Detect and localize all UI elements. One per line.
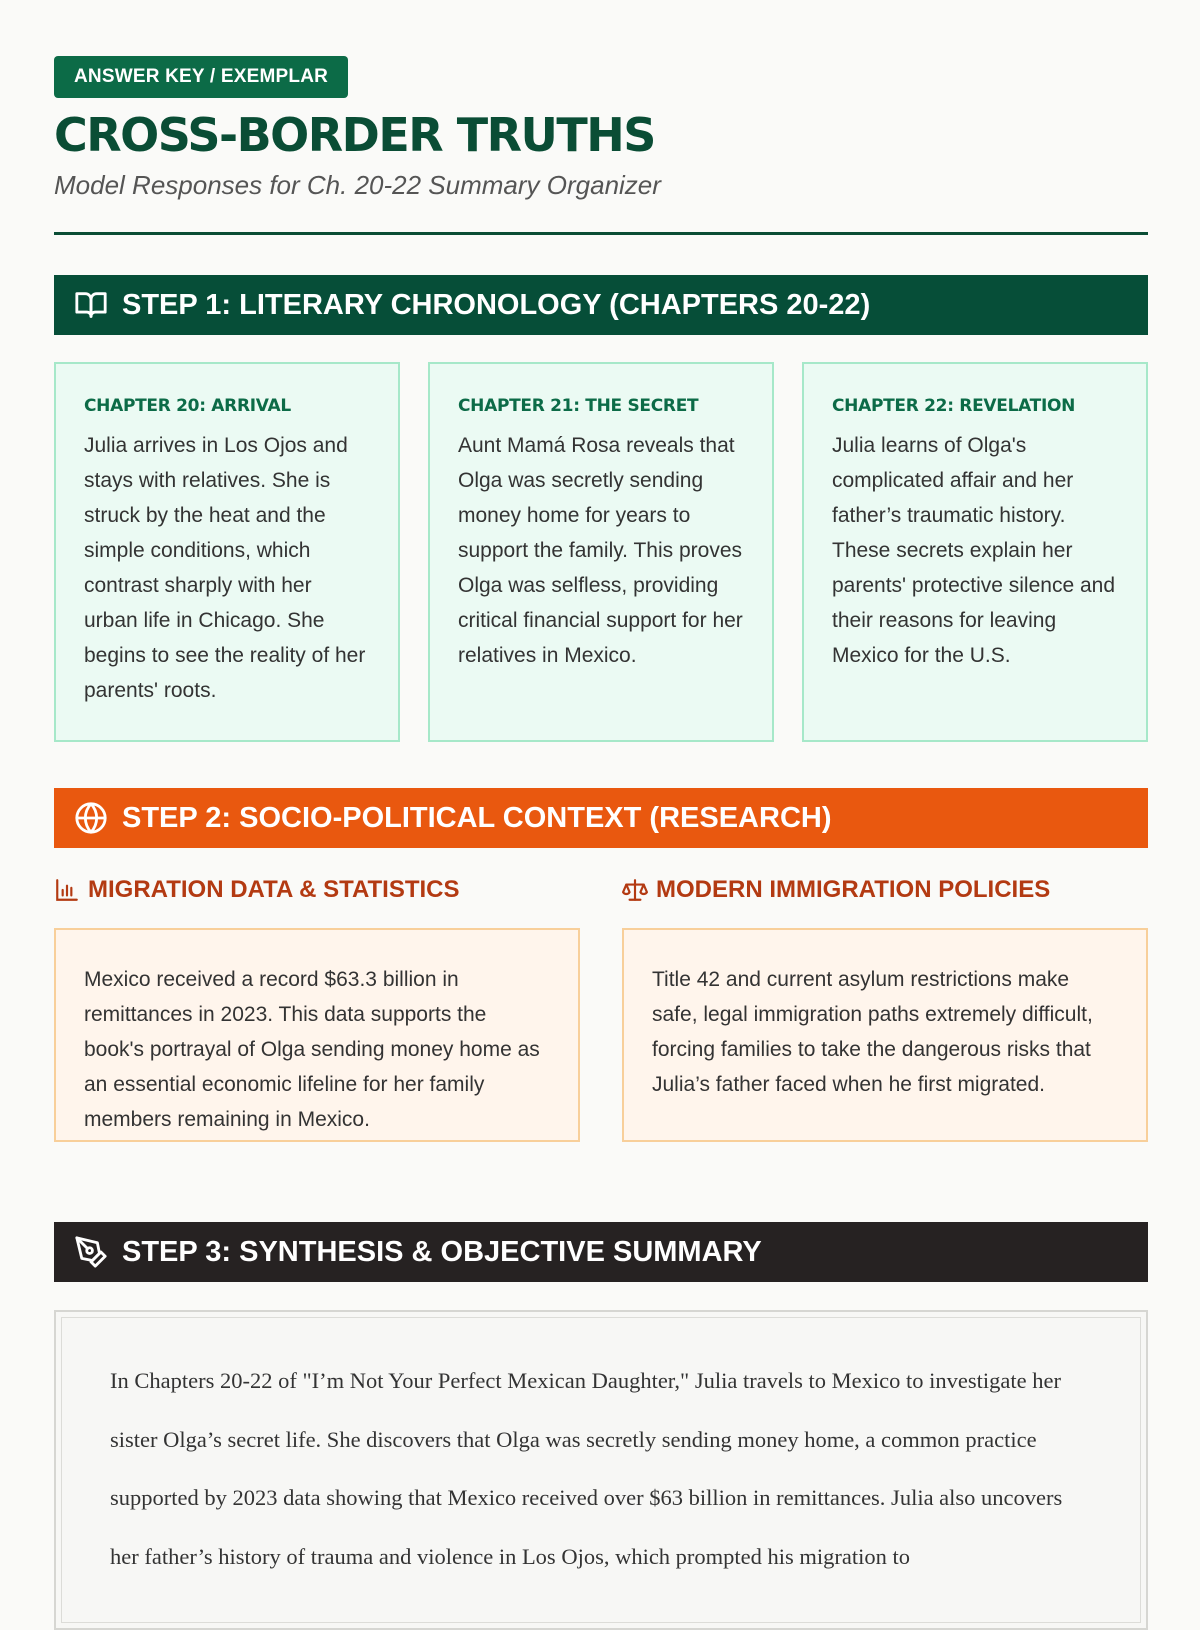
scale-icon xyxy=(622,877,648,903)
pen-tool-icon xyxy=(74,1235,108,1269)
summary-text: In Chapters 20-22 of "I’m Not Your Perfect Mexican Daughter," Julia travels to Mexico to investigate her sister Olga’s secret life. She discovers that Olga was secretly sending money home, a common practice supported by 2023 data showing that Mexico received over $63 billion in remittances. Julia also uncovers her father’s history of trauma and violence in Los Ojos, which prompted his migration to xyxy=(110,1368,1063,1569)
summary-box xyxy=(54,1310,1148,1630)
migration-data-text: Mexico received a record $63.3 billion in remittances in 2023. This data supports the book's portrayal of Olga sending money home as an essential economic lifeline for her family members remaining in Mexico. xyxy=(84,968,540,1131)
bar-chart-icon xyxy=(54,877,80,903)
header-divider xyxy=(54,232,1148,235)
step3-header xyxy=(54,1222,1148,1282)
immigration-policies-heading xyxy=(622,876,1050,904)
migration-data-box xyxy=(54,928,580,1142)
page-title: CROSS-BORDER TRUTHS xyxy=(54,108,655,162)
chapter-heading: CHAPTER 22: REVELATION xyxy=(832,396,1076,416)
chapter-card-20 xyxy=(54,362,400,742)
chapter-text: Julia learns of Olga's complicated affair and her father’s traumatic history. These secrets explain her parents' protective silence and their reasons for leaving Mexico for the U.S. xyxy=(832,434,1116,667)
step2-header xyxy=(54,788,1148,848)
chapter-card-22 xyxy=(802,362,1148,742)
page-subtitle: Model Responses for Ch. 20-22 Summary Organizer xyxy=(54,170,661,200)
chapter-text: Aunt Mamá Rosa reveals that Olga was secretly sending money home for years to support the family. This proves Olga was selfless, providing critical financial support for her relatives in Mexico. xyxy=(458,434,743,667)
book-open-icon xyxy=(74,288,108,322)
immigration-policies-label: MODERN IMMIGRATION POLICIES xyxy=(656,876,1051,903)
chapter-heading: CHAPTER 21: THE SECRET xyxy=(458,396,699,416)
chapter-heading: CHAPTER 20: ARRIVAL xyxy=(84,396,291,416)
immigration-policies-text: Title 42 and current asylum restrictions make safe, legal immigration paths extremely difficult, forcing families to take the dangerous risks that Julia’s father faced when he first migrated. xyxy=(652,968,1093,1096)
globe-icon xyxy=(74,801,108,835)
answer-key-badge: ANSWER KEY / EXEMPLAR xyxy=(54,56,348,98)
step1-header xyxy=(54,275,1148,335)
chapter-card-21 xyxy=(428,362,774,742)
chapter-text: Julia arrives in Los Ojos and stays with relatives. She is struck by the heat and the simple conditions, which contrast sharply with her urban life in Chicago. She begins to see the reality of her parents' roots. xyxy=(84,434,366,702)
step1-title: STEP 1: LITERARY CHRONOLOGY (CHAPTERS 20-22) xyxy=(122,288,871,321)
step2-title: STEP 2: SOCIO-POLITICAL CONTEXT (RESEARCH) xyxy=(122,801,832,834)
step3-title: STEP 3: SYNTHESIS & OBJECTIVE SUMMARY xyxy=(122,1235,762,1268)
migration-data-heading xyxy=(54,876,460,904)
migration-data-label: MIGRATION DATA & STATISTICS xyxy=(88,876,460,903)
immigration-policies-box xyxy=(622,928,1148,1142)
